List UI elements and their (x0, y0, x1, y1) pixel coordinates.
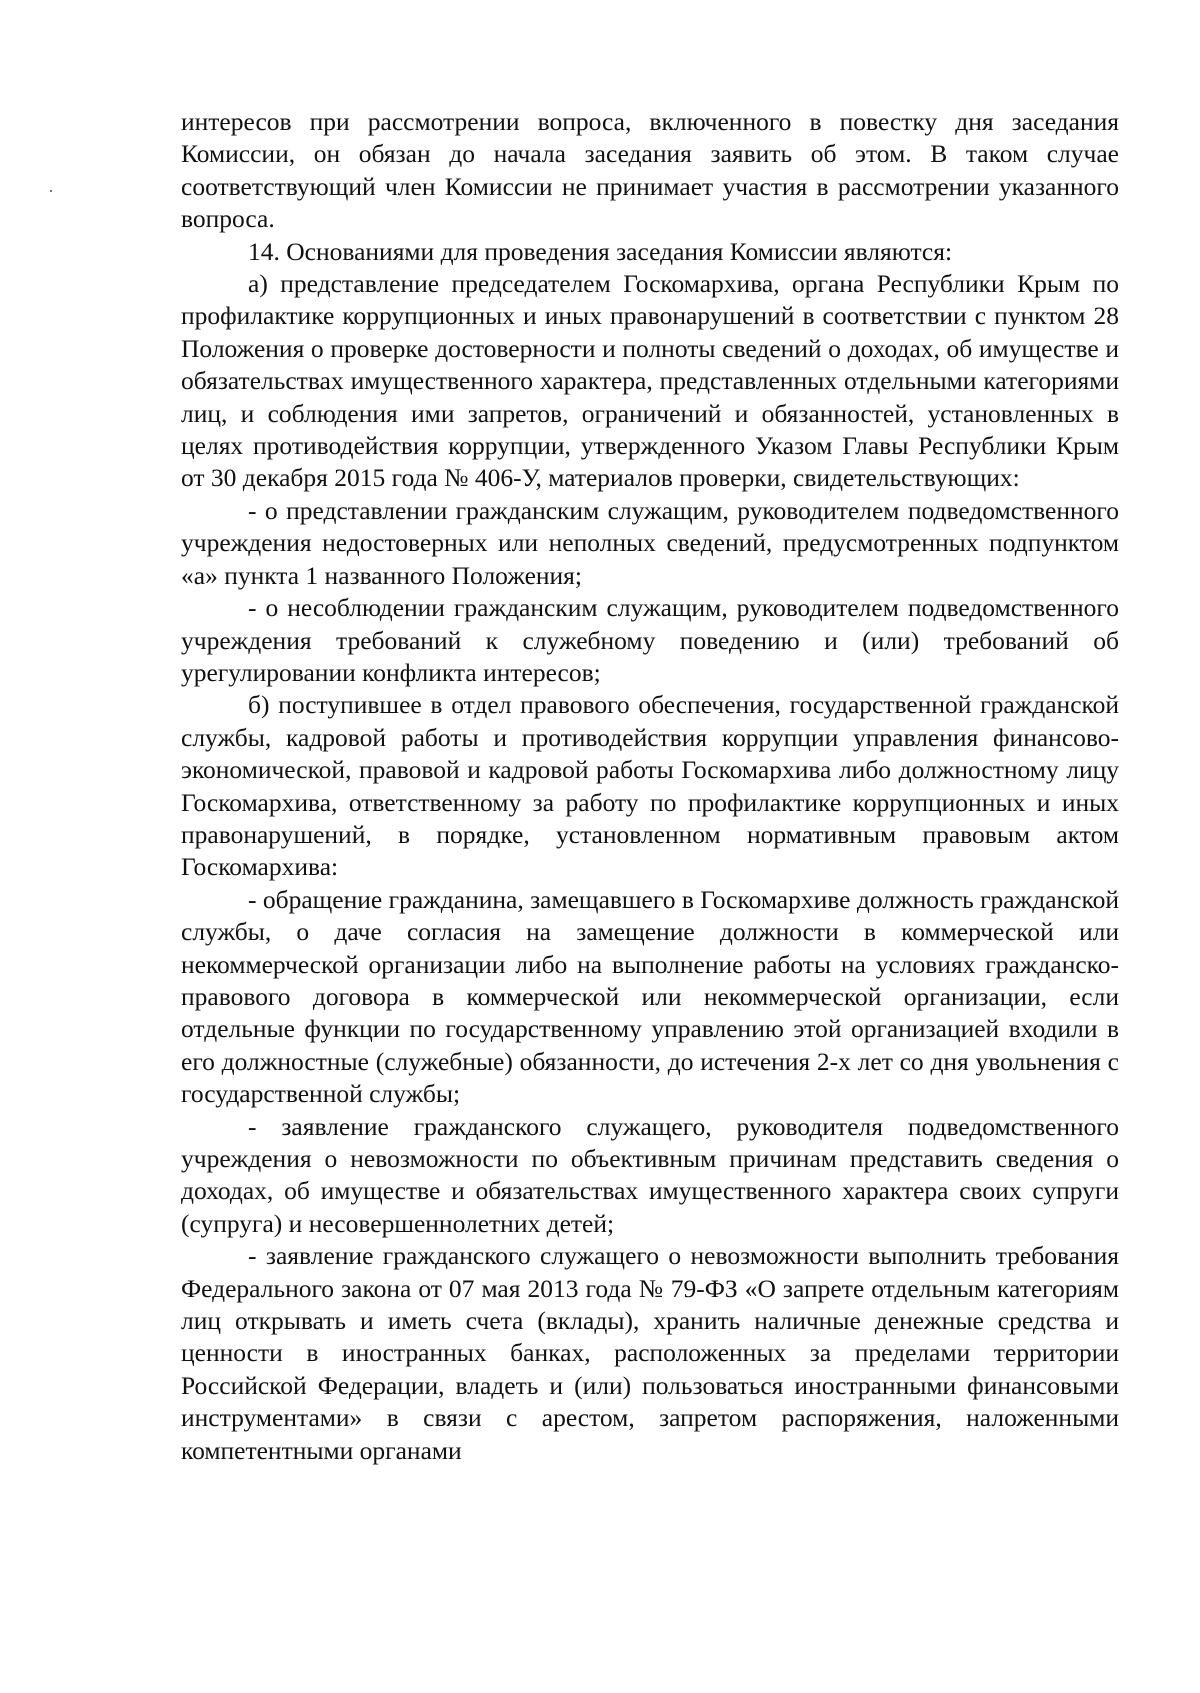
paragraph-dash-2: - о несоблюдении гражданским служащим, руководителем подведомственного учреждения требований к служебному поведению и (или) требований об урегулировании конфликта интересов; (181, 593, 1119, 687)
paragraph-dash-4: - заявление гражданского служащего, руководителя подведомственного учреждения о невозможности по объективным причинам представить сведения о доходах, об имуществе и обязательствах имущественного характера своих супруги (супруга) и несовершеннолетних детей; (181, 1111, 1119, 1238)
paragraph-dash-3: - обращение гражданина, замещавшего в Госкомархиве должность гражданской службы, о даче согласия на замещение должности в коммерческой или некоммерческой организации либо на выполнение работы на условиях гражданско-правового договора в коммерческой или некоммерческой организации, если отдельные функции по государственному управлению этой организацией входили в его должностные (служебные) обязанности, до истечения 2-х лет со дня увольнения с государственной службы; (181, 884, 1119, 1109)
paragraph-dash-5: - заявление гражданского служащего о невозможности выполнить требования Федерального закона от 07 мая 2013 года № 79-ФЗ «О запрете отдельным категориям лиц открывать и иметь счета (вклады), хранить наличные денежные средства и ценности в иностранных банках, расположенных за пределами территории Российской Федерации, владеть и (или) пользоваться иностранными финансовыми инструментами» в связи с арестом, запретом распоряжения, наложенными компетентными органами (181, 1241, 1119, 1465)
document-page (181, 106, 1119, 1467)
scan-speck (50, 190, 52, 192)
paragraph-subitem-b: б) поступившее в отдел правового обеспечения, государственной гражданской службы, кадровой работы и противодействия коррупции управления финансово-экономической, правовой и кадровой работы Госкомархива либо должностному лицу Госкомархива, ответственному за работу по профилактике коррупционных и иных правонарушений, в порядке, установленном нормативным правовым актом Госкомархива: (181, 690, 1119, 882)
paragraph-continuation: интересов при рассмотрении вопроса, включенного в повестку дня заседания Комиссии, он обязан до начала заседания заявить об этом. В таком случае соответствующий член Комиссии не принимает участия в рассмотрении указанного вопроса. (181, 107, 1119, 234)
paragraph-dash-1: - о представлении гражданским служащим, руководителем подведомственного учреждения недостоверных или неполных сведений, предусмотренных подпунктом «а» пункта 1 названного Положения; (181, 495, 1119, 590)
paragraph-subitem-a: а) представление председателем Госкомархива, органа Республики Крым по профилактике коррупционных и иных правонарушений в соответствии с пунктом 28 Положения о проверке достоверности и полноты сведений о доходах, об имуществе и обязательствах имущественного характера, представленных отдельными категориями лиц, и соблюдения ими запретов, ограничений и обязанностей, установленных в целях противодействия коррупции, утвержденного Указом Главы Республики Крым от 30 декабря 2015 года № 406-У, материалов проверки, свидетельствующих: (181, 269, 1119, 493)
paragraph-item-14: 14. Основаниями для проведения заседания Комиссии являются: (248, 236, 953, 266)
